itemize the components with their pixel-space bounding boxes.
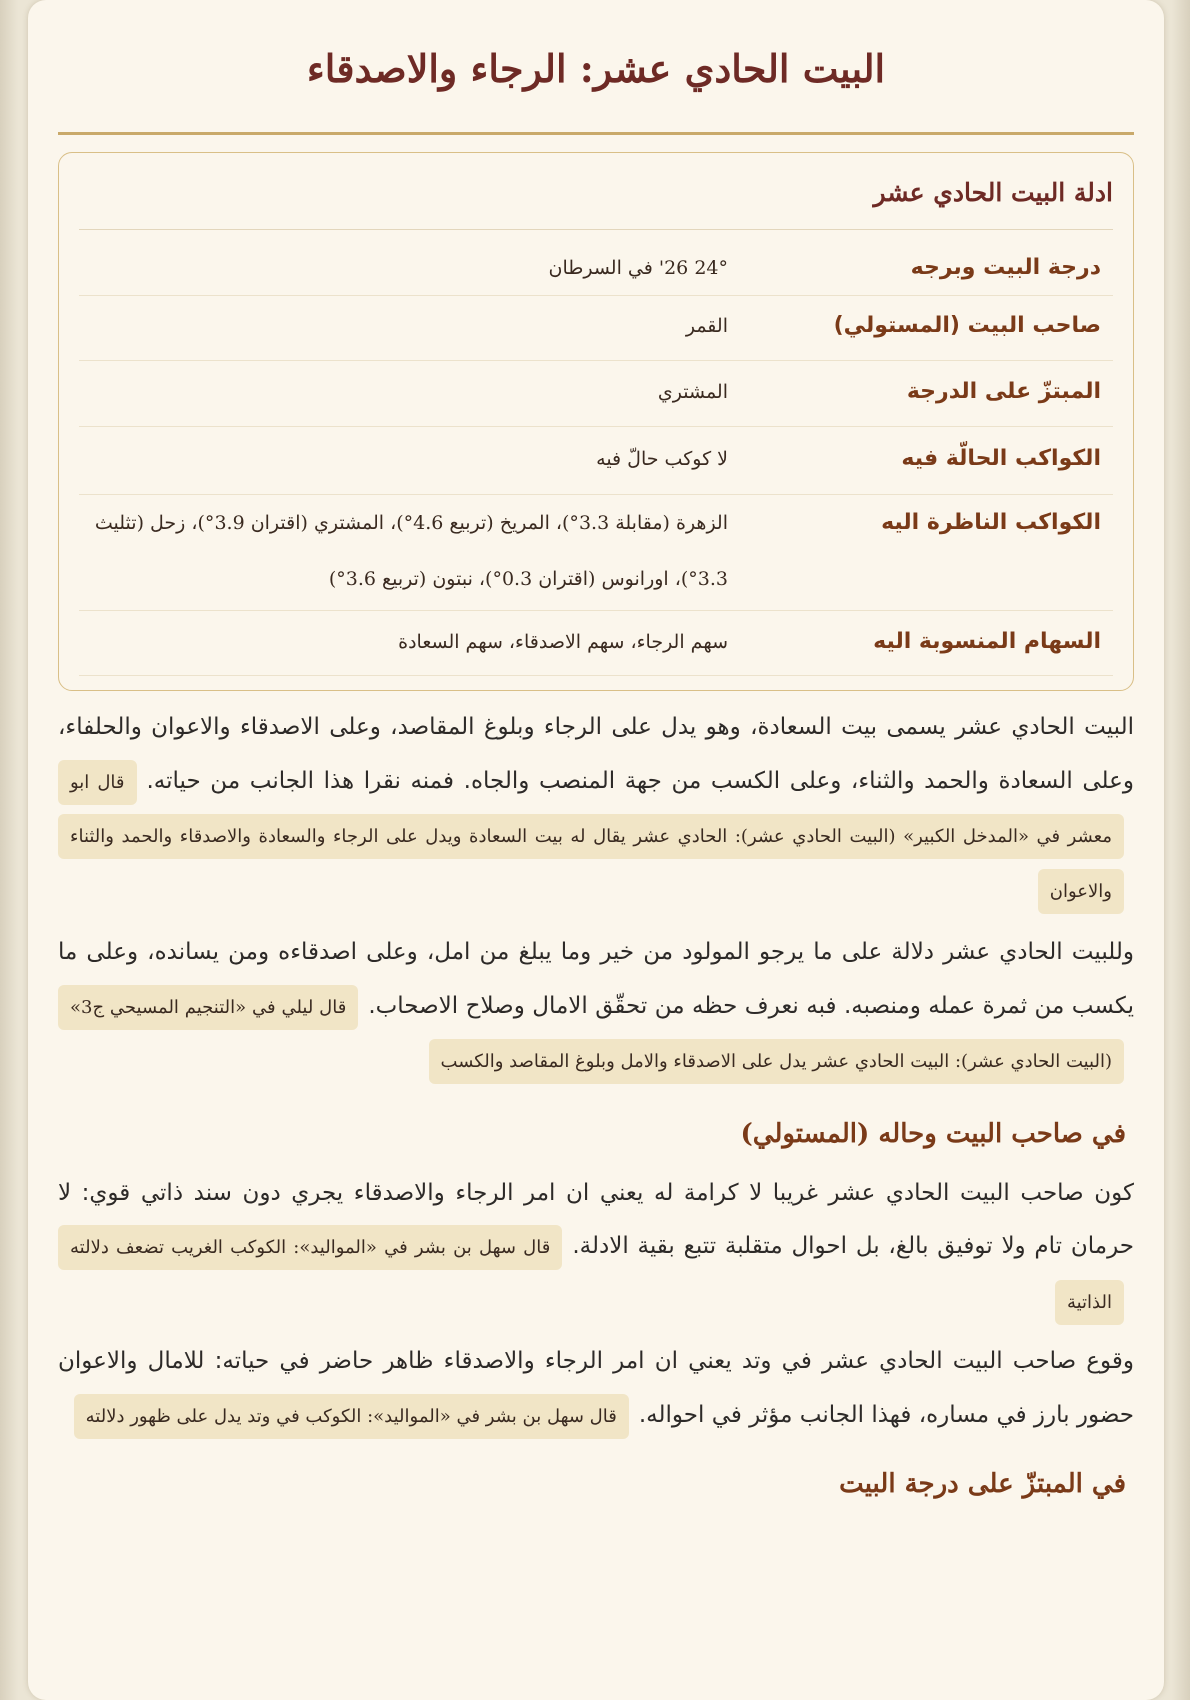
evidence-key: الكواكب الحالّة فيه [901, 446, 1101, 471]
evidence-value: الزهرة (مقابلة 3.3°)، المريخ (تربيع 4.6°)، المشتري (اقتران 3.9°)، زحل (تثليث 3.3°)، اورانوس (اقتران 0.3°)، نبتون (تربيع 3.6°) [94, 512, 728, 590]
evidence-row [79, 296, 1113, 361]
evidence-key: الكواكب الناظرة اليه [881, 510, 1101, 535]
quote-citation: قال ليلي في «التنجيم المسيحي ج3» (البيت الحادي عشر): البيت الحادي عشر يدل على الاصدقاء والامل وبلوغ المقاصد والكسب [58, 985, 1124, 1085]
evidence-row [79, 230, 1113, 296]
evidence-value: القمر [685, 315, 728, 337]
evidence-value: 24° 26' في السرطان [548, 257, 728, 279]
evidence-value: المشتري [657, 381, 728, 403]
evidence-key: صاحب البيت (المستولي) [833, 313, 1101, 338]
evidence-row [79, 611, 1113, 676]
evidence-heading: ادلة البيت الحادي عشر [79, 153, 1113, 230]
intro-paragraph [58, 701, 1134, 918]
evidence-key: السهام المنسوبة اليه [873, 629, 1101, 654]
ruler-paragraph-2 [58, 1335, 1134, 1443]
quote-citation: قال سهل بن بشر في «المواليد»: الكوكب الغريب تضعف دلالته الذاتية [58, 1225, 1124, 1325]
ruler-paragraph-1 [58, 1167, 1134, 1330]
page-content [58, 0, 1134, 1511]
degree-heading: في المبتزّ على درجة البيت [839, 1469, 1126, 1499]
quote-citation: قال ابو معشر في «المدخل الكبير» (البيت الحادي عشر): الحادي عشر يقال له بيت السعادة ويدل على الرجاء والسعادة والاصدقاء والحمد والثناء والاعوان [58, 760, 1124, 914]
paragraph-text: وقوع صاحب البيت الحادي عشر في وتد يعني ان امر الرجاء والاصدقاء ظاهر حاضر في حياته: للامال والاعوان حضور بارز في مساره، فهذا الجانب مؤثر في احواله. [58, 1348, 1134, 1428]
title-divider [58, 132, 1134, 135]
quote-citation: قال سهل بن بشر في «المواليد»: الكوكب في وتد يدل على ظهور دلالته [74, 1394, 629, 1439]
paragraph-text: البيت الحادي عشر يسمى بيت السعادة، وهو يدل على الرجاء وبلوغ المقاصد، وعلى الاصدقاء والاعوان والحلفاء، وعلى السعادة والحمد والثناء، وعلى الكسب من جهة المنصب والجاه. فمنه نقرا هذا الجانب من حياته. [58, 714, 1134, 794]
evidence-box [58, 152, 1134, 691]
paragraph-text: كون صاحب البيت الحادي عشر غريبا لا كرامة له يعني ان امر الرجاء والاصدقاء يجري دون سند ذاتي قوي: لا حرمان تام ولا توفيق بالغ، بل احوال متقلبة تتبع بقية الادلة. [58, 1179, 1134, 1259]
second-paragraph [58, 926, 1134, 1089]
evidence-row [79, 427, 1113, 495]
evidence-key: المبتزّ على الدرجة [906, 379, 1101, 404]
evidence-row [79, 495, 1113, 611]
evidence-key: درجة البيت وبرجه [910, 255, 1101, 280]
ruler-heading: في صاحب البيت وحاله (المستولي) [740, 1118, 1126, 1149]
evidence-value: سهم الرجاء، سهم الاصدقاء، سهم السعادة [398, 631, 728, 653]
evidence-value: لا كوكب حالّ فيه [596, 448, 728, 470]
page-title: البيت الحادي عشر: الرجاء والاصدقاء [306, 46, 886, 91]
paragraph-text: وللبيت الحادي عشر دلالة على ما يرجو المولود من خير وما يبلغ من امل، وعلى اصدقاءه ومن يسانده، وعلى ما يكسب من ثمرة عمله ومنصبه. فبه نعرف حظه من تحقّق الامال وصلاح الاصحاب. [58, 939, 1134, 1019]
evidence-row [79, 361, 1113, 427]
